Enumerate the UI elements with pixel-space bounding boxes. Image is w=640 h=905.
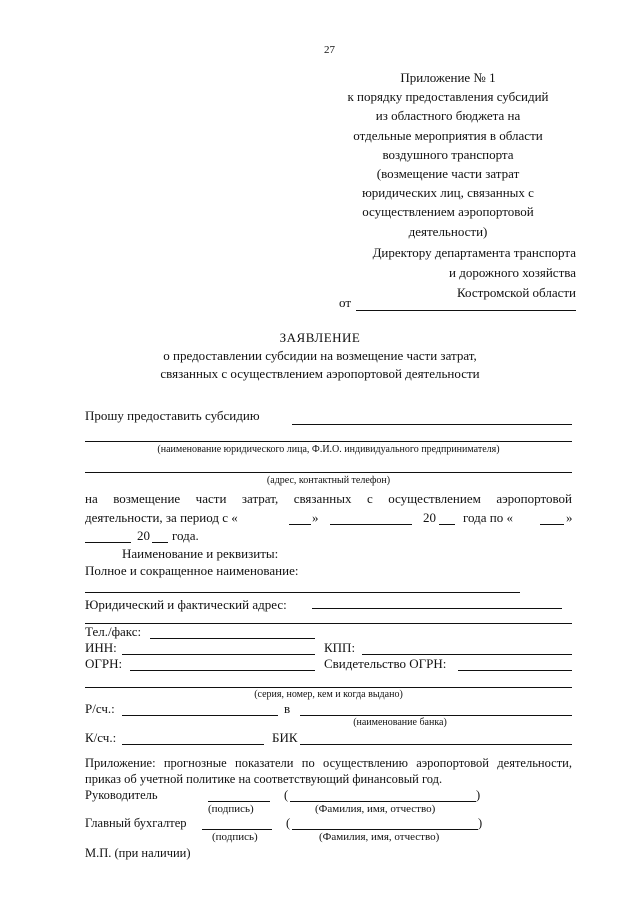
period-to-prefix: года по «: [463, 510, 513, 525]
kpp-label: КПП:: [324, 640, 356, 655]
accountant-fio-line[interactable]: [292, 829, 478, 830]
ogrn-line[interactable]: [130, 670, 315, 671]
document-subtitle-1: о предоставлении субсидии на возмещение части затрат,: [163, 348, 477, 363]
legal-address-label: Юридический и фактический адрес:: [85, 597, 287, 612]
document-title: ЗАЯВЛЕНИЕ: [279, 330, 361, 345]
account-line[interactable]: [122, 715, 278, 716]
appendix-line: отдельные мероприятия в области: [353, 127, 543, 143]
subsidy-field-line[interactable]: [292, 424, 572, 425]
details-heading: Наименование и реквизиты:: [122, 546, 279, 561]
address-phone-line[interactable]: [85, 472, 572, 473]
period-from-month-line[interactable]: [330, 524, 412, 525]
full-name-line[interactable]: [85, 592, 520, 593]
period-year-suffix: года.: [172, 528, 199, 543]
ogrn-cert-line[interactable]: [458, 670, 572, 671]
head-fio-line[interactable]: [290, 801, 476, 802]
accountant-label: Главный бухгалтер: [85, 816, 187, 830]
appendix-line: деятельности): [408, 223, 488, 239]
caption-head-signature: (подпись): [208, 803, 254, 815]
kpp-line[interactable]: [362, 654, 572, 655]
tel-fax-line[interactable]: [150, 638, 315, 639]
period-from-year-prefix: 20: [423, 510, 436, 525]
addressee-block: [320, 243, 576, 303]
period-to-year-line[interactable]: [152, 542, 168, 543]
caption-head-fio: (Фамилия, имя, отчество): [315, 803, 436, 815]
corr-account-line[interactable]: [122, 744, 264, 745]
caption-bank: (наименование банка): [353, 717, 447, 728]
from-field-line[interactable]: [356, 310, 576, 311]
caption-applicant-name: (наименование юридического лица, Ф.И.О. индивидуального предпринимателя): [157, 444, 500, 455]
period-from-prefix: деятельности, за период с «: [85, 510, 238, 525]
appendix-block: [330, 68, 566, 241]
appendix-line: осуществлением аэропортовой: [362, 204, 534, 220]
period-from-quote: »: [312, 510, 319, 525]
tel-fax-label: Тел./факс:: [85, 624, 142, 639]
appendix-line: юридических лиц, связанных с: [362, 185, 534, 201]
document-subtitle-2: связанных с осуществлением аэропортовой деятельности: [160, 366, 480, 381]
accountant-paren-open: (: [286, 816, 291, 830]
head-paren-open: (: [284, 788, 289, 802]
appendix-line: воздушного транспорта: [382, 146, 514, 162]
caption-accountant-signature: (подпись): [212, 831, 258, 843]
bik-label: БИК: [272, 730, 298, 745]
accountant-signature-line[interactable]: [202, 829, 272, 830]
period-from-year-line[interactable]: [439, 524, 455, 525]
caption-cert: (серия, номер, кем и когда выдано): [254, 689, 403, 700]
period-to-month-line[interactable]: [85, 542, 131, 543]
ogrn-cert-details-line[interactable]: [85, 687, 572, 688]
bank-in-label: в: [284, 701, 291, 716]
inn-line[interactable]: [122, 654, 315, 655]
page-number: 27: [324, 44, 335, 56]
period-to-day-line[interactable]: [540, 524, 564, 525]
attachment-line-2: приказ об учетной политике на соответствующий финансовый год.: [85, 772, 443, 786]
ogrn-label: ОГРН:: [85, 656, 123, 671]
appendix-line: (возмещение части затрат: [376, 166, 520, 182]
appendix-line: Приложение № 1: [400, 70, 496, 85]
corr-account-label: К/сч.:: [85, 730, 117, 745]
bik-line[interactable]: [300, 744, 572, 745]
appendix-line: к порядку предоставления субсидий: [347, 89, 549, 105]
head-signature-line[interactable]: [208, 801, 270, 802]
caption-accountant-fio: (Фамилия, имя, отчество): [319, 831, 440, 843]
attachment-line-1: Приложение: прогнозные показатели по осуществлению аэропортовой деятельности,: [85, 756, 572, 770]
request-label: Прошу предоставить субсидию: [85, 408, 260, 423]
from-label: от: [339, 295, 352, 310]
legal-address-line[interactable]: [312, 608, 562, 609]
addressee-line: Директору департамента транспорта: [372, 245, 576, 260]
period-from-day-line[interactable]: [289, 524, 311, 525]
head-paren-close: ): [476, 788, 481, 802]
accountant-paren-close: ): [478, 816, 483, 830]
addressee-line: и дорожного хозяйства: [449, 265, 576, 280]
inn-label: ИНН:: [85, 640, 117, 655]
period-to-year-prefix: 20: [137, 528, 150, 543]
caption-address-phone: (адрес, контактный телефон): [266, 475, 391, 486]
applicant-name-line[interactable]: [85, 441, 572, 442]
account-label: Р/сч.:: [85, 701, 115, 716]
period-to-quote: »: [566, 510, 573, 525]
legal-address-line-2[interactable]: [85, 623, 572, 624]
paragraph-line-1: на возмещение части затрат, связанных с осуществлением аэропортовой: [85, 491, 572, 506]
addressee-line: Костромской области: [456, 285, 576, 300]
bank-name-line[interactable]: [300, 715, 572, 716]
ogrn-cert-label: Свидетельство ОГРН:: [324, 656, 447, 671]
full-name-label: Полное и сокращенное наименование:: [85, 563, 299, 578]
head-label: Руководитель: [85, 788, 158, 802]
stamp-label: М.П. (при наличии): [85, 846, 191, 860]
appendix-line: из областного бюджета на: [375, 108, 521, 124]
